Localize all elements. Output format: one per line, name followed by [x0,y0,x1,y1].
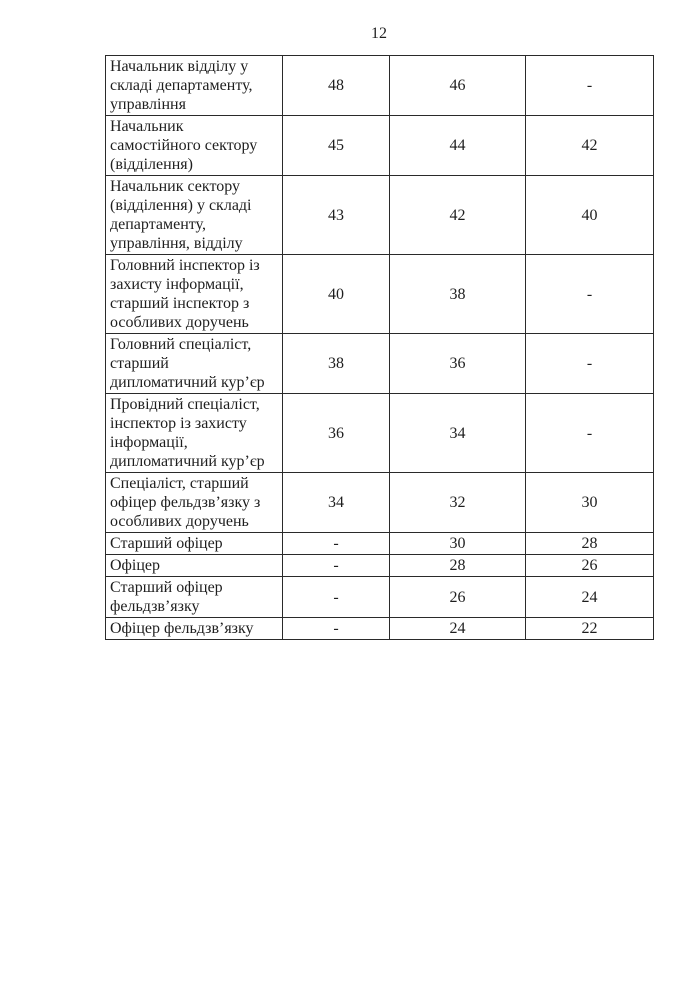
value-cell: 30 [390,533,526,555]
document-page [0,25,678,985]
value-cell: 42 [526,116,654,176]
value-cell: - [526,394,654,473]
table-row [106,56,654,116]
position-title-cell: Начальник відділу у складі департаменту, управління [106,56,283,116]
position-title-cell: Провідний спеціаліст, інспектор із захисту інформації, дипломатичний кур’єр [106,394,283,473]
table-row [106,577,654,618]
value-cell: 45 [283,116,390,176]
table-row [106,533,654,555]
position-title-cell: Начальник сектору (відділення) у складі департаменту, управління, відділу [106,176,283,255]
position-title-cell: Старший офіцер фельдзв’язку [106,577,283,618]
position-title-cell: Офіцер [106,555,283,577]
table-row [106,618,654,640]
value-cell: - [526,255,654,334]
value-cell: 44 [390,116,526,176]
value-cell: - [526,334,654,394]
value-cell: 26 [526,555,654,577]
value-cell: 36 [390,334,526,394]
table-row [106,255,654,334]
value-cell: 30 [526,473,654,533]
position-title-cell: Головний спеціаліст, старший дипломатичний кур’єр [106,334,283,394]
table-row [106,394,654,473]
table-row [106,176,654,255]
value-cell: 34 [283,473,390,533]
position-title-cell: Головний інспектор із захисту інформації, старший інспектор з особливих доручень [106,255,283,334]
value-cell: 46 [390,56,526,116]
page-number: 12 [371,25,387,42]
value-cell: 28 [526,533,654,555]
positions-table [105,55,654,640]
value-cell: 42 [390,176,526,255]
value-cell: 34 [390,394,526,473]
value-cell: 28 [390,555,526,577]
table-row [106,555,654,577]
value-cell: 22 [526,618,654,640]
table-row [106,116,654,176]
value-cell: - [283,533,390,555]
value-cell: 38 [390,255,526,334]
position-title-cell: Спеціаліст, старший офіцер фельдзв’язку з особливих доручень [106,473,283,533]
value-cell: 24 [526,577,654,618]
value-cell: 32 [390,473,526,533]
value-cell: - [283,618,390,640]
value-cell: 48 [283,56,390,116]
value-cell: 40 [283,255,390,334]
value-cell: 40 [526,176,654,255]
position-title-cell: Старший офіцер [106,533,283,555]
position-title-cell: Начальник самостійного сектору (відділення) [106,116,283,176]
value-cell: 26 [390,577,526,618]
position-title-cell: Офіцер фельдзв’язку [106,618,283,640]
table-row [106,473,654,533]
value-cell: 24 [390,618,526,640]
value-cell: - [283,577,390,618]
value-cell: 38 [283,334,390,394]
value-cell: - [526,56,654,116]
value-cell: 43 [283,176,390,255]
value-cell: - [283,555,390,577]
table-row [106,334,654,394]
value-cell: 36 [283,394,390,473]
